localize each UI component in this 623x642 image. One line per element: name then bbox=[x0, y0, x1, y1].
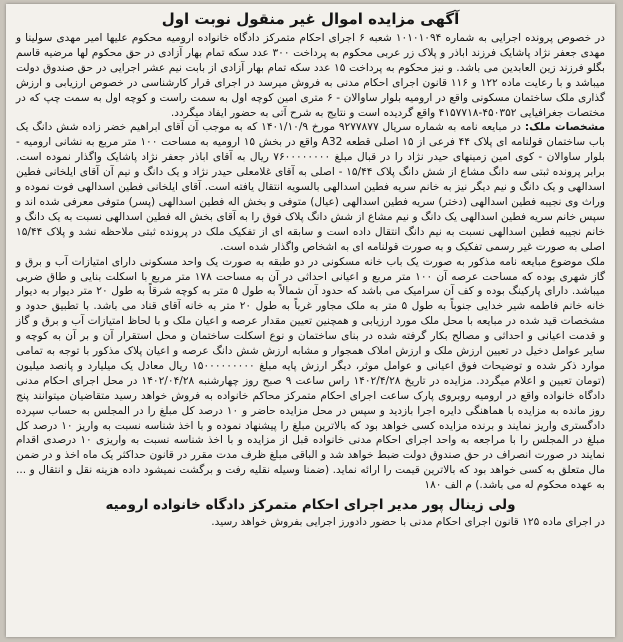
signature-line: ولی زینال پور مدیر اجرای احکام متمرکز دادگاه خانواده ارومیه bbox=[105, 497, 516, 514]
intro-paragraph: در خصوص پرونده اجرایی به شماره ۱۰۱۰۱۰۹۴ شعبه ۶ اجرای احکام متمرکز دادگاه خانواده ارومیه محکوم علیها امیر مهدی سولینا و مهدی جعفر نژاد پاشایک فرزند اباذر و پلاک زر عربی محکوم به پرداخت ۳۰۰ عدد سکه تمام بهار آزادی در حق محکوم لها مرضیه قاسم بگلو فرزند زین العابدین می باشد. و نیز محکوم به پرداخت ۱۵ عدد سکه تمام بهار آزادی از بابت نیم عشر اجرایی در حق صندوق دولت میباشد و با رعایت ماده ۱۲۲ و ۱۱۶ قانون اجرای احکام مدنی به فروش میرسد در اجرای قرار کارشناسی در خصوص ارزیابی و ارزش گذاری ملک ساختمان مسکونی واقع در ارومیه بلوار ساوالان - ۶ متری امین کوچه اول به سمت راست و کوچه اول به سمت چپ که در مختصات جغرافیایی ۴۵۰۳۵۲-۴۱۵۷۷۱۸ واقع گردیده است و نتایج به شرح آتی به حضور ایفاد میگردد. bbox=[16, 32, 605, 119]
footer-line: در اجرای ماده ۱۲۵ قانون اجرای احکام مدنی با حضور دادورز اجرایی بفروش خواهد رسید. bbox=[211, 516, 605, 529]
newspaper-notice bbox=[6, 4, 615, 637]
notice-title: آگهی مزایده اموال غیر منقول نوبت اول bbox=[161, 10, 460, 28]
specs-label: مشخصات ملک: bbox=[524, 121, 605, 134]
specs-text: در مبایعه نامه به شماره سریال ۹۲۷۷۸۷۷ مورخ ۱۴۰۱/۱۰/۹ که به موجب آن آقای ابراهیم خضر زاده شش دانگ یک باب ساختمان قولنامه ای پلاک ۴۴ فرعی از ۱۵ اصلی قطعه A32 واقع در بخش ۱۵ ارومیه به مساحت ۱۰۰ متر مربع به نشانی ارومیه - بلوار ساوالان - کوی امین زمینهای حیدر نژاد را در قبال مبلغ ۷۶۰۰۰۰۰۰۰۰ ریال به آقای اباذر جعفر نژاد پاشایک واگذار نموده است. برابر پرونده ثبتی سه دانگ مشاع از شش دانگ پلاک ۱۵/۴۴ - اصلی به آقای غلامعلی حیدر نژاد و یک دانگ و نیم آن آقای ایلخانی فطین اسدالهی و یک دانگ و نیم دیگر نیز به خانم سریه فطین اسدالهی بالسویه انتقال یافته است. آقای ایلخانی فطین اسدالهی فوت نموده و وراث وی نجیبه فطین اسدالهی (دختر) سریه فطین اسدالهی (عیال) متوفی و بخش اله فطین اسدالهی (پسر) متوفی معرفی شده اند و سپس خانم سریه فطین اسدالهی یک دانگ و نیم مشاع از شش دانگ پلاک فوق را به آقای بخش اله فطین اسدالهی نسبت به یک دانگ و خانم نجیبه فطین اسدالهی نسبت به نیم دانگ انتقال داده است و سابقه ای از تفکیک ملک در پرونده ثبتی ملاحظه نشد و پلاک ۱۵/۴۴ اصلی به صورت غیر رسمی تفکیک و به صورت قولنامه ای به اشخاص واگذار شده است. bbox=[16, 121, 606, 253]
description-paragraph: ملک موضوع مبایعه نامه مذکور به صورت یک باب خانه مسکونی در دو طبقه به صورت یک واحد مسکونی دارای امتیازات آب و برق و گاز شهری بوده که مساحت عرصه آن ۱۰۰ متر مربع و اعیانی احداثی در آن به مساحت ۱۷۸ متر مربع با اسکلت بنایی و طاق ضربی میباشد. دارای پارکینگ بوده و کف آن سرامیک می باشد که حدود آن شمالاً به طول ۵ متر به کوچه شرقاً به طول ۲۰ متر دیوار به دیوار خانه خانم فاطمه شیر خدایی جنوباً به طول ۵ متر به ملک مجاور غرباً به طول ۲۰ متر به خانه آقای قناد می باشد. با تطبیق حدود و مشخصات قید شده در مبایعه با محل ملک مورد ارزیابی و همچنین تعیین مقدار عرصه و اعیان ملک و با لحاظ امتیازات آب و برق و گاز و قدمت اعیانی و احداثی و مصالح بکار گرفته شده در بنای ساختمان و نوع اسکلت ساختمان و محل استقرار آن و بر آن به کوچه و سایر عوامل دخیل در تعیین ارزش ملک و ارزش املاک همجوار و مشابه ارزش شش دانگ عرصه و اعیان پلاک مذکور با توجه به تمامی موارد ذکر شده و توضیحات فوق اعیانی و عوامل موثر، دیگر ارزش پایه مبلغ ۱۵۰۰۰۰۰۰۰۰۰ ریال معادل یک میلیارد و پانصد میلیون (تومان تعیین و اعلام میگردد. مزایده در تاریخ ۱۴۰۲/۴/۲۸ راس ساعت ۹ صبح روز چهارشنبه ۱۴۰۲/۰۴/۲۸ در محل اجرای احکام مدنی دادگاه خانواده واقع در ارومیه روبروی پارک ساعت اجرای احکام متمرکز محاکم خانواده به فروش خواهد رسید متقاضیان میتوانند پنج روز مانده به مزایده با هماهنگی دایره اجرا بازدید و سپس در محل مزایده حاضر و ۱۰ درصد کل مبلغ را در المجلس به حساب سپرده دادگستری واریز نمایند و برنده مزایده کسی خواهد بود که بالاترین مبلغ را پیشنهاد نموده و با اخذ شناسه نسبت به واریز ۱۰ درصد کل مبلغ در المجلس را با مراجعه به واحد اجرای احکام مدنی خانواده قبل از مزایده و با اخذ شناسه نسبت به واریزی ۱۰ درصدی اقدام نمایند در صورت انصراف در حق صندوق دولت ضبط خواهد شد و الباقی مبلغ ظرف مدت مقرر در قانون حداکثر یک ماه اخذ و در ضمن مال متعلق به کسی خواهد بود که بالاترین قیمت را ارائه نماید. (ضمنا وسیله نقلیه رفت و برگشت نمیشود داده هزینه نقل و انتقال و ... به عهده محکوم له می باشد.) م الف ۱۸۰ bbox=[16, 255, 606, 492]
notice-body bbox=[6, 31, 615, 493]
specs-paragraph bbox=[16, 120, 605, 254]
